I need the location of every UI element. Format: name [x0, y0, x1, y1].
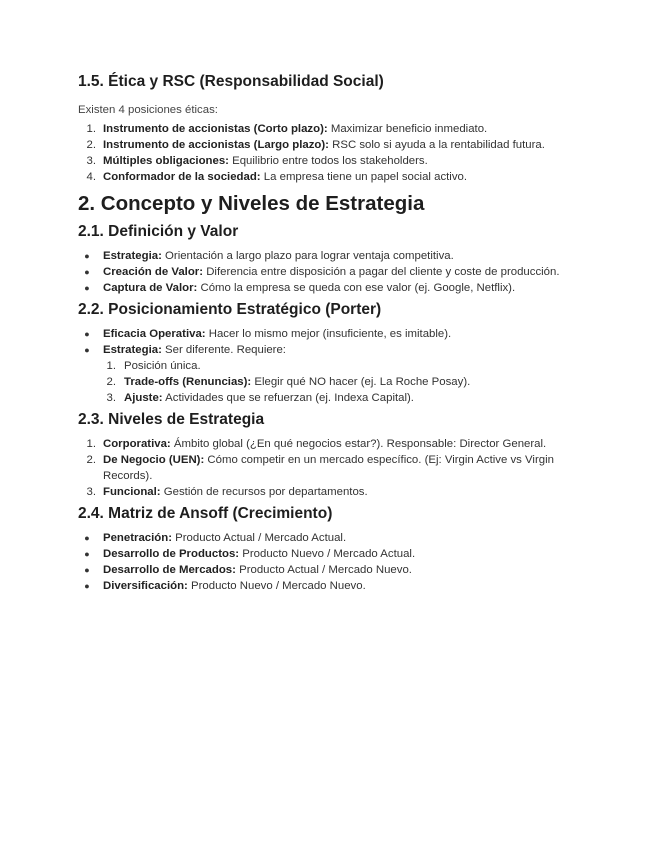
list-item — [78, 562, 588, 578]
item-description: Elegir qué NO hacer (ej. La Roche Posay). — [251, 376, 471, 388]
item-term: Conformador de la sociedad: — [103, 171, 261, 183]
list-item — [78, 546, 588, 562]
item-description: Maximizar beneficio inmediato. — [327, 123, 488, 135]
document-page — [78, 72, 588, 594]
section-heading-2-3: 2.3. Niveles de Estrategia — [78, 411, 265, 428]
item-term: Instrumento de accionistas (Corto plazo): — [103, 123, 328, 135]
item-term: Trade-offs (Renuncias): — [124, 376, 252, 388]
item-description: Hacer lo mismo mejor (insuficiente, es imitable). — [205, 328, 452, 340]
item-term: Instrumento de accionistas (Largo plazo): — [103, 139, 329, 151]
item-term: Creación de Valor: — [103, 266, 204, 278]
item-term: Desarrollo de Productos: — [103, 548, 240, 560]
list-item — [78, 484, 588, 500]
section-heading-2-4: 2.4. Matriz de Ansoff (Crecimiento) — [78, 505, 333, 522]
list-number: 2. — [86, 139, 96, 151]
list-number: 3. — [86, 155, 96, 167]
bullet-icon: ● — [84, 345, 90, 355]
positioning-list — [78, 326, 588, 358]
item-term: Corporativa: — [103, 438, 171, 450]
bullet-icon: ● — [84, 565, 90, 575]
item-description: Cómo la empresa se queda con ese valor (ej. Google, Netflix). — [197, 282, 516, 294]
list-item — [78, 153, 588, 169]
list-item — [78, 436, 588, 452]
item-description: La empresa tiene un papel social activo. — [260, 171, 468, 183]
list-item — [78, 390, 588, 406]
bullet-icon: ● — [84, 329, 90, 339]
list-item — [78, 326, 588, 342]
list-item — [78, 280, 588, 296]
list-item — [78, 374, 588, 390]
section-heading-2-2: 2.2. Posicionamiento Estratégico (Porter) — [78, 301, 382, 318]
list-item — [78, 358, 588, 374]
list-number: 4. — [86, 171, 96, 183]
bullet-icon: ● — [84, 581, 90, 591]
item-term: Estrategia: — [103, 250, 162, 262]
item-description: Producto Nuevo / Mercado Nuevo. — [187, 580, 366, 592]
list-item — [78, 248, 588, 264]
item-term: Penetración: — [103, 532, 172, 544]
item-description: Diferencia entre disposición a pagar del cliente y coste de producción. — [203, 266, 560, 278]
item-term: Funcional: — [103, 486, 161, 498]
item-description: Equilibrio entre todos los stakeholders. — [228, 155, 428, 167]
item-description: RSC solo si ayuda a la rentabilidad futura. — [328, 139, 545, 151]
item-description: Gestión de recursos por departamentos. — [160, 486, 368, 498]
item-description: Posición única. — [124, 360, 201, 372]
item-description: Ser diferente. Requiere: — [161, 344, 286, 356]
chapter-heading-2: 2. Concepto y Niveles de Estrategia — [78, 192, 425, 215]
list-number: 3. — [106, 392, 116, 404]
list-item — [78, 530, 588, 546]
item-term: Desarrollo de Mercados: — [103, 564, 236, 576]
strategy-requirements-list — [78, 358, 588, 406]
list-item — [78, 137, 588, 153]
list-number: 2. — [86, 454, 96, 466]
item-description: Producto Actual / Mercado Nuevo. — [235, 564, 412, 576]
definition-value-list — [78, 248, 588, 296]
item-term: Captura de Valor: — [103, 282, 198, 294]
item-term: Ajuste: — [124, 392, 163, 404]
list-number: 3. — [86, 486, 96, 498]
list-number: 2. — [106, 376, 116, 388]
list-item — [78, 121, 588, 137]
item-term: Múltiples obligaciones: — [103, 155, 229, 167]
list-item — [78, 578, 588, 594]
item-term: Diversificación: — [103, 580, 188, 592]
bullet-icon: ● — [84, 251, 90, 261]
list-item — [78, 452, 588, 484]
bullet-icon: ● — [84, 549, 90, 559]
item-description: Orientación a largo plazo para lograr ventaja competitiva. — [161, 250, 454, 262]
list-item — [78, 169, 588, 185]
section-heading-1-5: 1.5. Ética y RSC (Responsabilidad Social) — [78, 73, 384, 90]
strategy-levels-list — [78, 436, 588, 500]
bullet-icon: ● — [84, 283, 90, 293]
item-description: Actividades que se refuerzan (ej. Indexa Capital). — [162, 392, 414, 404]
ansoff-matrix-list — [78, 530, 588, 594]
list-item — [78, 342, 588, 358]
section-heading-2-1: 2.1. Definición y Valor — [78, 223, 239, 240]
item-description: Producto Actual / Mercado Actual. — [172, 532, 347, 544]
bullet-icon: ● — [84, 533, 90, 543]
list-item — [78, 264, 588, 280]
item-description: Ámbito global (¿En qué negocios estar?). Responsable: Director General. — [170, 438, 547, 450]
item-description: Producto Nuevo / Mercado Actual. — [239, 548, 416, 560]
item-term: Estrategia: — [103, 344, 162, 356]
intro-text: Existen 4 posiciones éticas: — [78, 104, 218, 116]
bullet-icon: ● — [84, 267, 90, 277]
ethics-positions-list — [78, 121, 588, 185]
item-description: Cómo competir en un mercado específico. (Ej: Virgin Active vs Virgin Records). — [103, 454, 554, 482]
item-term: De Negocio (UEN): — [103, 454, 205, 466]
list-number: 1. — [106, 360, 116, 372]
list-number: 1. — [86, 438, 96, 450]
list-number: 1. — [86, 123, 96, 135]
item-term: Eficacia Operativa: — [103, 328, 206, 340]
